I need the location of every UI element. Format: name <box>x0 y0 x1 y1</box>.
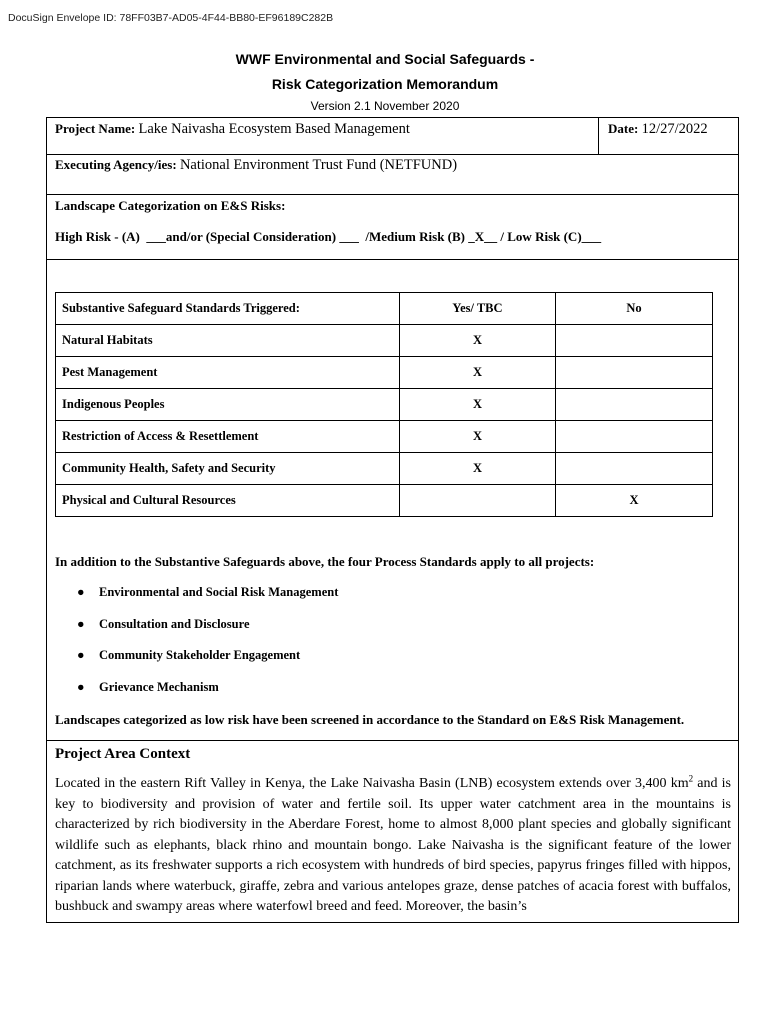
executing-agency-field <box>55 157 457 174</box>
yes-mark: X <box>400 357 556 389</box>
header-yes-tbc: Yes/ TBC <box>400 293 556 325</box>
landscape-heading: Landscape Categorization on E&S Risks: <box>55 198 286 213</box>
risk-category-line: High Risk - (A) ___and/or (Special Consideration) ___ /Medium Risk (B) _X__ / Low Risk (C)___ <box>55 229 602 244</box>
row-divider-vertical <box>598 118 599 154</box>
row-divider <box>47 740 738 741</box>
list-item <box>77 617 338 649</box>
row-divider <box>47 154 738 155</box>
bullet-icon: ● <box>77 585 85 599</box>
document-title-line2: Risk Categorization Memorandum <box>271 76 499 92</box>
project-name-field <box>55 121 410 138</box>
context-paragraph <box>55 774 731 918</box>
list-item-label: Community Stakeholder Engagement <box>99 648 301 662</box>
table-row <box>56 357 713 389</box>
list-item-label: Grievance Mechanism <box>99 679 219 694</box>
table-row <box>56 453 713 485</box>
standard-name: Community Health, Safety and Security <box>56 453 400 485</box>
project-name-value: Lake Naivasha Ecosystem Based Management <box>138 121 410 137</box>
context-text-rest: and is key to biodiversity and provision of water and fertile soil. Its upper water catchment area in the mountains is characterized by rich biodiversity in the Aberdare Forest, home to almost 8,000 plant species and globally significant wildlife such as elephants, black rhino and mountain bongo. Lake Naivasha is the significant feature of the lower catchment, as its freshwater supports a rich ecosystem with hundreds of bird species, papyrus fringes filled with hippos, riparian lands where waterbuck, giraffe, zebra and various antelopes graze, dense patches of acacia forest with buffalos, bushbuck and swampy areas where waterfowl breed and feed. Moreover, the basin’s <box>55 776 731 914</box>
context-superscript: 2 <box>688 773 694 784</box>
no-mark <box>556 421 713 453</box>
docusign-envelope-id: DocuSign Envelope ID: 78FF03B7-AD05-4F44-BB80-EF96189C282B <box>8 12 334 24</box>
row-divider <box>47 259 738 260</box>
context-heading: Project Area Context <box>55 746 191 762</box>
table-row <box>56 389 713 421</box>
list-item-label: Consultation and Disclosure <box>99 616 250 631</box>
document-title-line1: WWF Environmental and Social Safeguards - <box>235 51 535 67</box>
list-item <box>77 680 338 712</box>
standard-name: Physical and Cultural Resources <box>56 485 400 517</box>
no-mark <box>556 389 713 421</box>
header-standard: Substantive Safeguard Standards Triggered: <box>56 293 400 325</box>
date-field <box>608 121 708 138</box>
memorandum-form <box>46 117 739 923</box>
table-row <box>56 485 713 517</box>
low-risk-note: Landscapes categorized as low risk have been screened in accordance to the Standard on E&S Risk Management. <box>55 712 685 727</box>
process-standards-intro: In addition to the Substantive Safeguards above, the four Process Standards apply to all projects: <box>55 554 595 569</box>
context-text-start: Located in the eastern Rift Valley in Kenya, the Lake Naivasha Basin (LNB) ecosystem extends over 3,400 km <box>55 776 689 791</box>
list-item-label: Environmental and Social Risk Management <box>99 585 339 599</box>
yes-mark: X <box>400 453 556 485</box>
header-no: No <box>556 293 713 325</box>
yes-mark: X <box>400 389 556 421</box>
standard-name: Indigenous Peoples <box>56 389 400 421</box>
standard-name: Pest Management <box>56 357 400 389</box>
bullet-icon: ● <box>77 616 85 631</box>
no-mark: X <box>556 485 713 517</box>
project-name-label: Project Name: <box>55 121 136 136</box>
yes-mark: X <box>400 421 556 453</box>
list-item <box>77 648 338 680</box>
date-label: Date: <box>608 121 639 136</box>
table-header-row <box>56 293 713 325</box>
standard-name: Natural Habitats <box>56 325 400 357</box>
table-row <box>56 421 713 453</box>
executing-agency-label: Executing Agency/ies: <box>55 157 177 172</box>
process-standards-list <box>77 585 338 711</box>
list-item <box>77 585 338 617</box>
no-mark <box>556 325 713 357</box>
no-mark <box>556 357 713 389</box>
bullet-icon: ● <box>77 679 85 694</box>
no-mark <box>556 453 713 485</box>
executing-agency-value: National Environment Trust Fund (NETFUND) <box>179 157 458 173</box>
bullet-icon: ● <box>77 648 85 662</box>
yes-mark: X <box>400 325 556 357</box>
document-version: Version 2.1 November 2020 <box>310 99 460 113</box>
yes-mark <box>400 485 556 517</box>
table-row <box>56 325 713 357</box>
safeguards-table <box>55 292 713 517</box>
standard-name: Restriction of Access & Resettlement <box>56 421 400 453</box>
date-value: 12/27/2022 <box>641 121 708 137</box>
row-divider <box>47 194 738 195</box>
